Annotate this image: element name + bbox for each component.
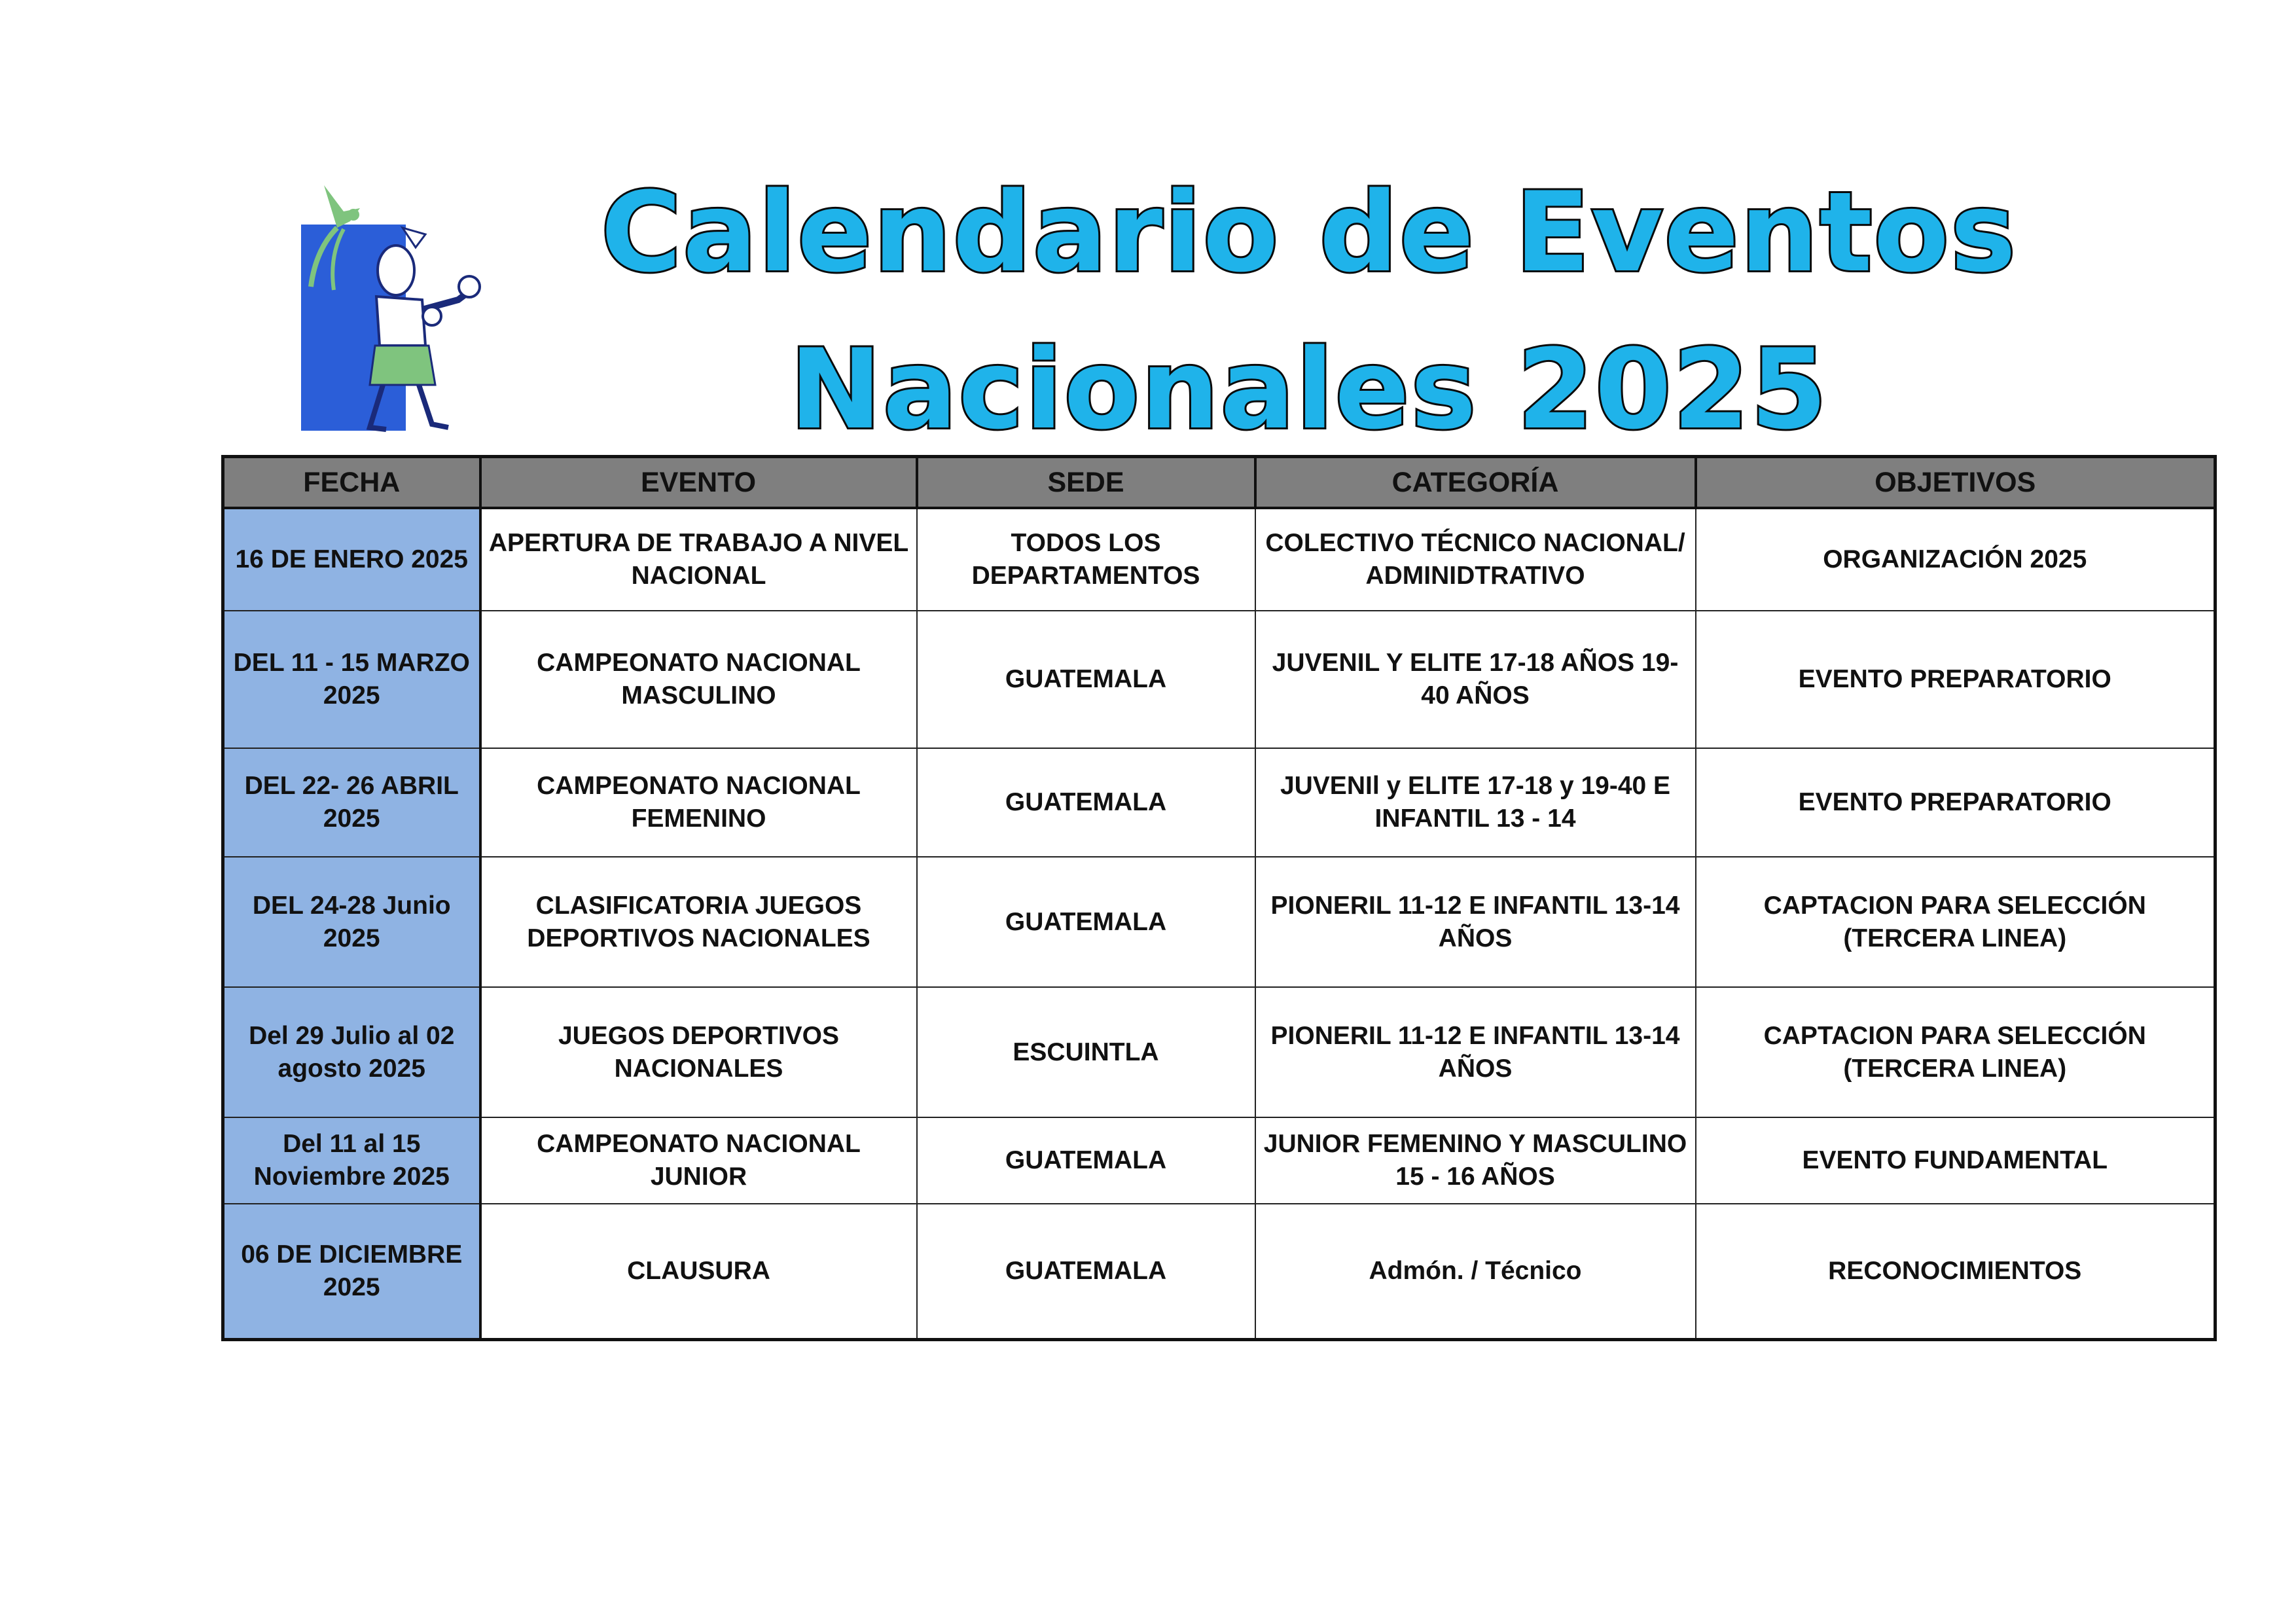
cell-sede: GUATEMALA xyxy=(917,1204,1255,1339)
cell-sede: TODOS LOS DEPARTAMENTOS xyxy=(917,508,1255,611)
events-table xyxy=(221,455,2217,1341)
cell-fecha: DEL 24-28 Junio 2025 xyxy=(223,857,480,987)
cell-evento: CAMPEONATO NACIONAL JUNIOR xyxy=(480,1117,917,1204)
cell-sede: GUATEMALA xyxy=(917,857,1255,987)
cell-evento: APERTURA DE TRABAJO A NIVEL NACIONAL xyxy=(480,508,917,611)
title-line-2: Nacionales 2025 xyxy=(789,325,1829,454)
cell-fecha: Del 29 Julio al 02 agosto 2025 xyxy=(223,987,480,1117)
cell-objetivos: CAPTACION PARA SELECCIÓN (TERCERA LINEA) xyxy=(1696,857,2215,987)
cell-fecha: DEL 22- 26 ABRIL 2025 xyxy=(223,748,480,857)
table-row xyxy=(223,508,2215,611)
cell-evento: CLAUSURA xyxy=(480,1204,917,1339)
cell-categoria: JUVENIL Y ELITE 17-18 AÑOS 19-40 AÑOS xyxy=(1255,611,1696,748)
cell-sede: GUATEMALA xyxy=(917,611,1255,748)
cell-objetivos: CAPTACION PARA SELECCIÓN (TERCERA LINEA) xyxy=(1696,987,2215,1117)
cell-objetivos: EVENTO PREPARATORIO xyxy=(1696,611,2215,748)
table-row xyxy=(223,1204,2215,1339)
header-evento: EVENTO xyxy=(480,457,917,509)
boxer-emblem-icon xyxy=(298,182,484,434)
cell-sede: ESCUINTLA xyxy=(917,987,1255,1117)
table-row xyxy=(223,611,2215,748)
cell-objetivos: RECONOCIMIENTOS xyxy=(1696,1204,2215,1339)
cell-evento: JUEGOS DEPORTIVOS NACIONALES xyxy=(480,987,917,1117)
cell-fecha: Del 11 al 15 Noviembre 2025 xyxy=(223,1117,480,1204)
cell-objetivos: EVENTO PREPARATORIO xyxy=(1696,748,2215,857)
cell-objetivos: ORGANIZACIÓN 2025 xyxy=(1696,508,2215,611)
table-row xyxy=(223,748,2215,857)
cell-categoria: JUNIOR FEMENINO Y MASCULINO 15 - 16 AÑOS xyxy=(1255,1117,1696,1204)
table-row xyxy=(223,857,2215,987)
header-categoria: CATEGORÍA xyxy=(1255,457,1696,509)
cell-categoria: PIONERIL 11-12 E INFANTIL 13-14 AÑOS xyxy=(1255,987,1696,1117)
title-line-1: Calendario de Eventos xyxy=(601,168,2017,297)
table-row xyxy=(223,1117,2215,1204)
cell-evento: CAMPEONATO NACIONAL MASCULINO xyxy=(480,611,917,748)
cell-categoria: Admón. / Técnico xyxy=(1255,1204,1696,1339)
cell-categoria: COLECTIVO TÉCNICO NACIONAL/ ADMINIDTRATIVO xyxy=(1255,508,1696,611)
cell-evento: CLASIFICATORIA JUEGOS DEPORTIVOS NACIONALES xyxy=(480,857,917,987)
cell-fecha: 16 DE ENERO 2025 xyxy=(223,508,480,611)
cell-categoria: PIONERIL 11-12 E INFANTIL 13-14 AÑOS xyxy=(1255,857,1696,987)
header-fecha: FECHA xyxy=(223,457,480,509)
header-sede: SEDE xyxy=(917,457,1255,509)
cell-evento: CAMPEONATO NACIONAL FEMENINO xyxy=(480,748,917,857)
cell-fecha: DEL 11 - 15 MARZO 2025 xyxy=(223,611,480,748)
cell-sede: GUATEMALA xyxy=(917,1117,1255,1204)
cell-objetivos: EVENTO FUNDAMENTAL xyxy=(1696,1117,2215,1204)
cell-fecha: 06 DE DICIEMBRE 2025 xyxy=(223,1204,480,1339)
cell-sede: GUATEMALA xyxy=(917,748,1255,857)
table-row xyxy=(223,987,2215,1117)
cell-categoria: JUVENIl y ELITE 17-18 y 19-40 E INFANTIL 13 - 14 xyxy=(1255,748,1696,857)
page-title xyxy=(471,154,2147,468)
header-objetivos: OBJETIVOS xyxy=(1696,457,2215,509)
table-header-row xyxy=(223,457,2215,509)
